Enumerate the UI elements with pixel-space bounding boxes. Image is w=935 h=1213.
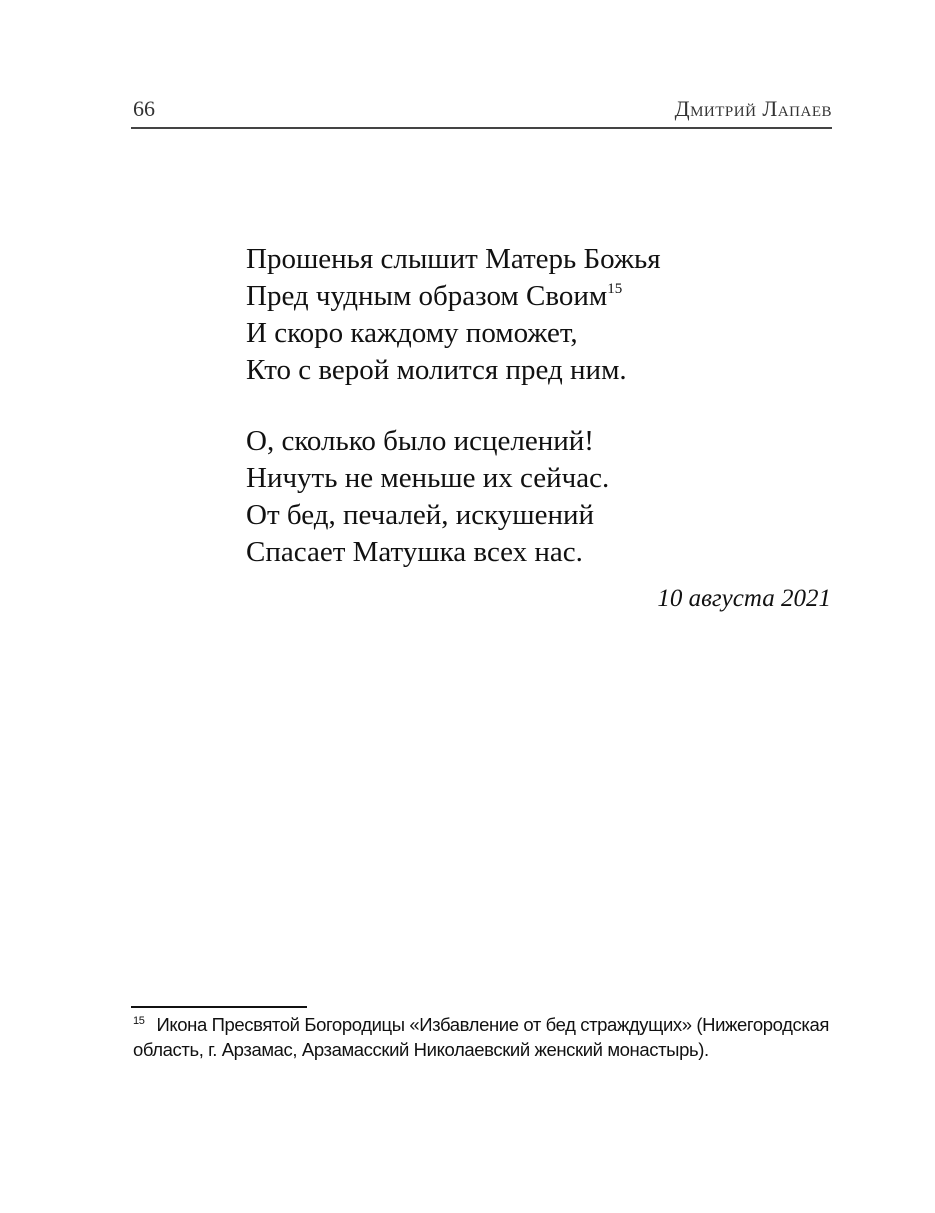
stanza-2	[246, 423, 661, 571]
poem-line: И скоро каждому поможет,	[246, 317, 578, 349]
poem-line: Кто с верой молится пред ним.	[246, 354, 627, 386]
footnote-number: 15	[133, 1015, 145, 1027]
footnote-separator	[131, 1006, 307, 1008]
footnote-text: Икона Пресвятой Богородицы «Избавление от бед страждущих» (Нижегородская область, г. Арзамас, Арзамасский Николаевский женский монастырь).	[133, 1014, 829, 1060]
poem-line: От бед, печалей, искушений	[246, 499, 595, 531]
poem-line-text: Пред чудным образом Своим	[246, 280, 608, 312]
poem-line: Ничуть не меньше их сейчас.	[246, 462, 610, 494]
poem	[246, 241, 661, 605]
poem-date: 10 августа 2021	[657, 585, 831, 612]
header-rule	[131, 127, 832, 129]
poem-line: О, сколько было исцелений!	[246, 425, 594, 457]
poem-line: Спасает Матушка всех нас.	[246, 536, 583, 568]
poem-line	[246, 278, 661, 315]
footnote-reference[interactable]: 15	[607, 281, 623, 297]
poem-line: Прошенья слышит Матерь Божья	[246, 243, 661, 275]
page-header	[131, 96, 832, 126]
stanza-1	[246, 241, 661, 389]
footnote	[133, 1012, 833, 1062]
running-head-author: Дмитрий Лапаев	[674, 96, 832, 121]
page-number: 66	[133, 96, 155, 121]
